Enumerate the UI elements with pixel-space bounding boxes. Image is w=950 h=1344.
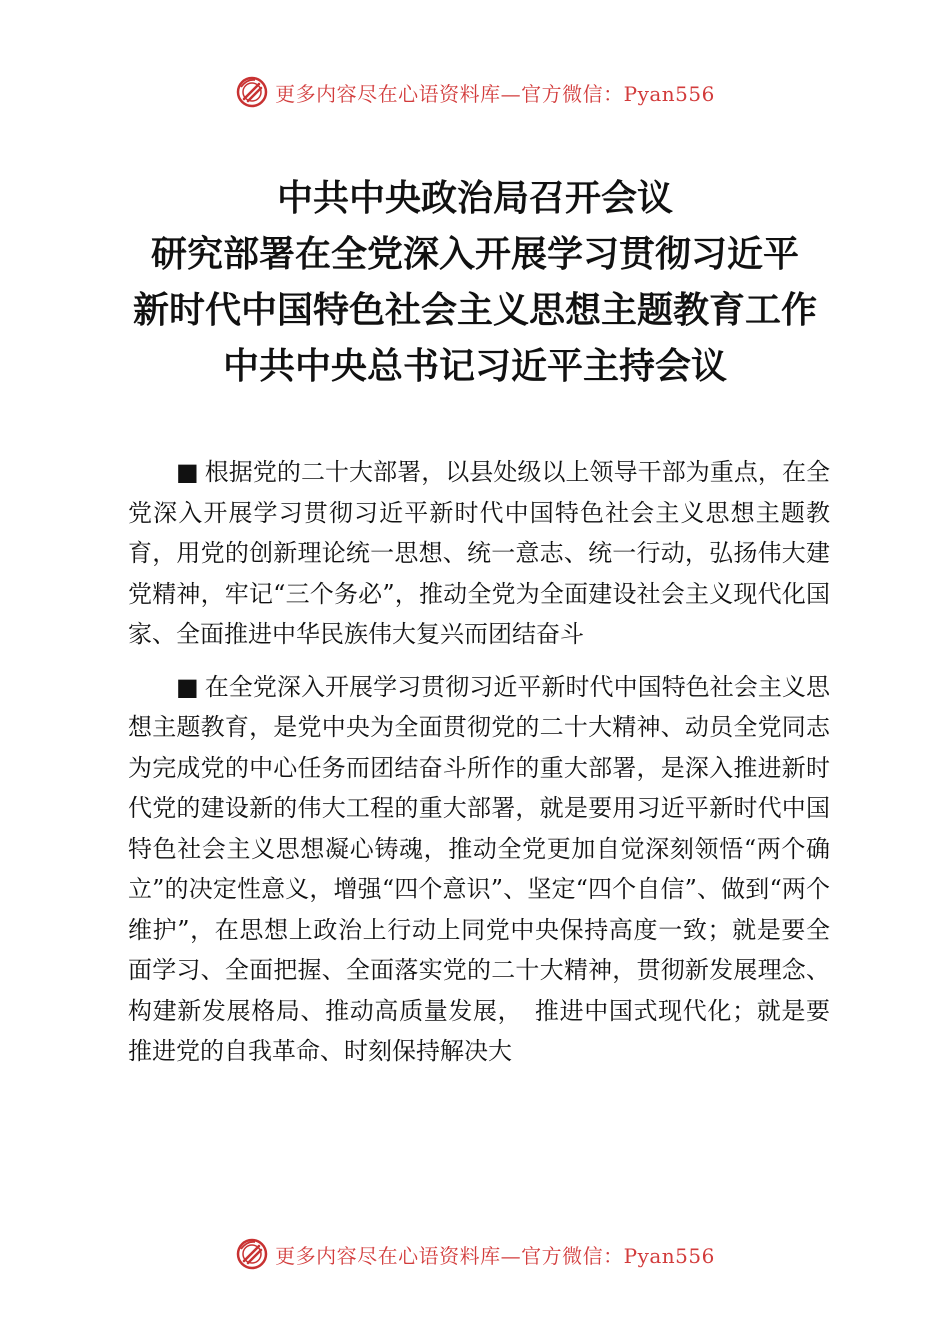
document-body	[128, 452, 830, 1084]
footer-banner	[0, 1232, 950, 1276]
title-line-4: 中共中央总书记习近平主持会议	[222, 345, 727, 387]
stamp-logo-icon	[235, 75, 269, 109]
title-line-2: 研究部署在全党深入开展学习贯彻习近平	[150, 233, 799, 275]
paragraph-1	[128, 452, 830, 655]
footer-banner-text: 更多内容尽在心语资料库—官方微信：Pyan556	[275, 1243, 715, 1268]
header-banner-text: 更多内容尽在心语资料库—官方微信：Pyan556	[275, 81, 715, 106]
paragraph-2-text: 在全党深入开展学习贯彻习近平新时代中国特色社会主义思想主题教育，是党中央为全面贯彻党的二十大精神、动员全党同志为完成党的中心任务而团结奋斗所作的重大部署，是深入推进新时代党的建设新的伟大工程的重大部署，就是要用习近平新时代中国特色社会主义思想凝心铸魂，推动全党更加自觉深刻领悟“两个确立”的决定性意义，增强“四个意识”、坚定“四个自信”、做到“两个维护”，在思想上政治上行动上同党中央保持高度一致；就是要全面学习、全面把握、全面落实党的二十大精神，贯彻新发展理念、构建新发展格局、推动高质量发展， 推进中国式现代化；就是要推进党的自我革命、时刻保持解决大	[128, 672, 830, 1065]
title-line-3: 新时代中国特色社会主义思想主题教育工作	[132, 289, 817, 331]
square-bullet-icon: ■	[176, 458, 199, 486]
document-title	[0, 170, 950, 394]
header-banner	[0, 70, 950, 114]
stamp-logo-icon	[235, 1237, 269, 1271]
paragraph-2	[128, 667, 830, 1072]
title-line-1: 中共中央政治局召开会议	[276, 177, 673, 219]
paragraph-1-text: 根据党的二十大部署，以县处级以上领导干部为重点，在全党深入开展学习贯彻习近平新时代中国特色社会主义思想主题教育，用党的创新理论统一思想、统一意志、统一行动，弘扬伟大建党精神，牢记“三个务必”，推动全党为全面建设社会主义现代化国家、全面推进中华民族伟大复兴而团结奋斗	[128, 458, 830, 648]
square-bullet-icon: ■	[176, 672, 199, 701]
